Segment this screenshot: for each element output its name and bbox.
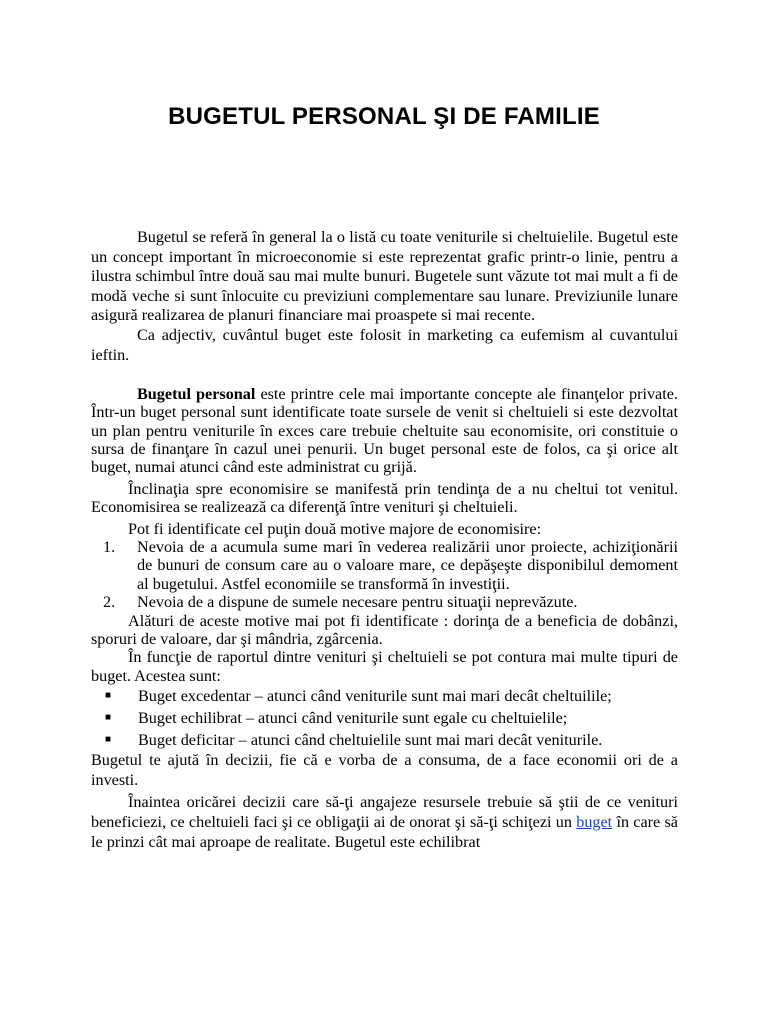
paragraph-budget-types-intro: În funcţie de raportul dintre venituri şi cheltuieli se pot contura mai multe tipuri de buget. Acestea sunt: <box>91 648 678 685</box>
page-title: BUGETUL PERSONAL ŞI DE FAMILIE <box>168 103 600 130</box>
paragraph-personal-budget-text: este printre cele mai importante concepte ale finanţelor private. Într-un buget personal sunt identificate toate sursele de venit si cheltuieli si este dezvoltat un plan pentru veniturile în exces care trebuie cheltuite sau economisite, ori constituie o sursa de finanţare în cazul unei penurii. Un buget personal este de folos, ca şi orice alt buget, numai atunci când este administrat cu grijă. <box>91 384 678 477</box>
list-item <box>91 593 678 611</box>
square-bullet-icon: ■ <box>105 712 112 724</box>
list-number: 2. <box>103 593 116 612</box>
list-item <box>91 538 678 593</box>
paragraph-before-decisions-text: Înaintea oricărei decizii care să-ţi angajeze resursele trebuie să ştii de ce venituri beneficiezi, ce cheltuieli faci şi ce obligaţii ai de onorat şi să-ţi schiţezi un <box>91 793 678 832</box>
paragraph-budget-adjective: Ca adjectiv, cuvântul buget este folosit in marketing ca eufemism al cuvantului ieftin. <box>91 325 678 364</box>
bold-term-personal-budget: Bugetul personal <box>137 384 256 403</box>
paragraph-other-motives: Alături de aceste motive mai pot fi identificate : dorinţa de a beneficia de dobânzi, sporuri de valoare, dar şi mândria, zgârcenia. <box>91 611 678 649</box>
square-bullet-icon: ■ <box>105 690 112 702</box>
blank-line <box>91 365 678 385</box>
list-item <box>91 707 678 729</box>
list-item-text: Nevoia de a acumula sume mari în vederea realizării unor proiecte, achiziţionării de bunuri de consum care au o valoare mare, ce depăşeşte disponibilul demoment al bugetului. Astfel economiile se transformă în investiţii. <box>137 538 678 593</box>
budget-types-list <box>91 685 678 751</box>
paragraph-before-decisions-continued: în care să le prinzi cât mai aproape de realitate. Bugetul este echilibrat <box>91 813 678 851</box>
list-item <box>91 685 678 707</box>
list-item-text: Nevoia de a dispune de sumele necesare pentru situaţii neprevăzute. <box>137 593 578 612</box>
list-item-text: Buget excedentar – atunci când veniturile sunt mai mari decât cheltuilile; <box>138 687 612 706</box>
saving-motives-list <box>91 538 678 612</box>
paragraph-personal-budget <box>91 385 678 477</box>
paragraph-before-decisions <box>91 793 678 852</box>
list-number: 1. <box>103 538 116 556</box>
list-item-text: Buget echilibrat – atunci când veniturile sunt egale cu cheltuielile; <box>138 709 568 728</box>
paragraph-budget-definition: Bugetul se referă în general la o listă cu toate veniturile si cheltuielile. Bugetul este un concept important în microeconomie si este reprezentat grafic printr-o linie, pentru a ilustra schimbul între două sau mai multe bunuri. Bugetele sunt văzute tot mai mult a fi de modă veche si sunt înlocuite cu previziuni complementare sau lunare. Previziunile lunare asigură realizarea de planuri financiare mai proaspete si mai recente. <box>91 228 678 325</box>
buget-link[interactable]: buget <box>576 813 613 832</box>
list-item <box>91 729 678 751</box>
paragraph-budget-helps: Bugetul te ajută în decizii, fie că e vorba de a consuma, de a face economii ori de a investi. <box>91 751 678 789</box>
document-body <box>91 228 678 852</box>
paragraph-saving-motives-intro: Pot fi identificate cel puţin două motive majore de economisire: <box>128 519 542 538</box>
paragraph-saving-tendency: Înclinaţia spre economisire se manifestă prin tendinţa de a nu cheltui tot venitul. Economisirea se realizează ca diferenţă între venituri şi cheltuieli. <box>91 479 678 517</box>
square-bullet-icon: ■ <box>105 734 112 746</box>
list-item-text: Buget deficitar – atunci când cheltuielile sunt mai mari decât veniturile. <box>138 731 603 750</box>
